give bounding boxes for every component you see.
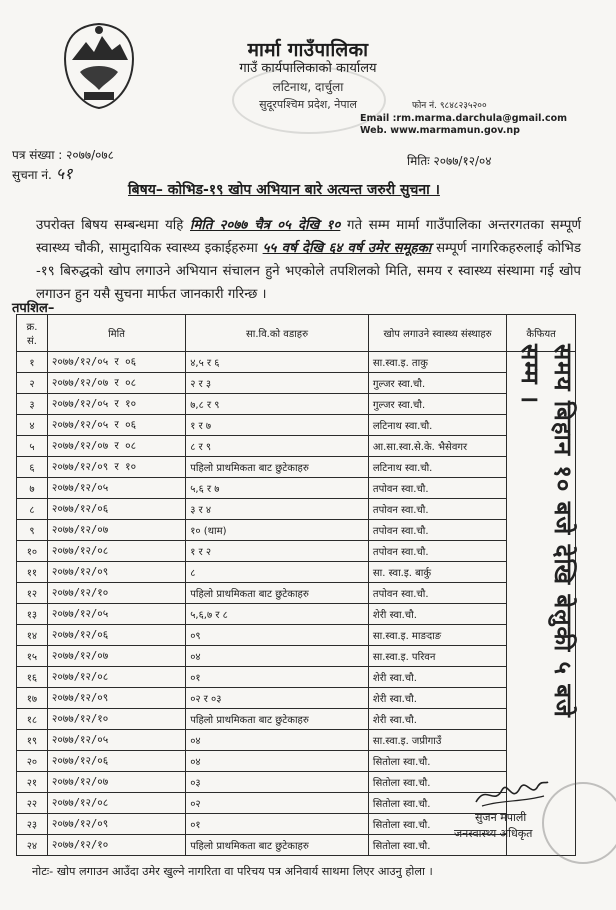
row-date: २०७७/१२/०७ र ०८ xyxy=(47,436,185,457)
header-institutions: खोप लगाउने स्वास्थ्य संस्थाहरु xyxy=(368,315,506,352)
table-row xyxy=(17,604,576,625)
table-row xyxy=(17,394,576,415)
row-institution: सा.स्वा.इ. ताकु xyxy=(368,352,506,373)
phone-number: फोन नं. ९८४८२३५२०० xyxy=(412,101,487,111)
organization-name: मार्मा गाउँपालिका xyxy=(247,39,369,61)
row-serial: ५ xyxy=(17,436,48,457)
row-wards: ८ र ९ xyxy=(186,436,369,457)
row-institution: शेरी स्वा.चौ. xyxy=(368,604,506,625)
row-institution: शेरी स्वा.चौ. xyxy=(368,688,506,709)
row-institution: गुल्जर स्वा.चौ. xyxy=(368,373,506,394)
row-date: २०७७/१२/०५ र ०६ xyxy=(47,415,185,436)
row-serial: १३ xyxy=(17,604,48,625)
footer-note: नोटः- खोप लगाउन आउँदा उमेर खुल्ने नागरिता वा परिचय पत्र अनिवार्य साथमा लिएर आउनु होला । xyxy=(32,865,433,878)
row-date: २०७७/१२/०८ xyxy=(47,793,185,814)
row-institution: तपोवन स्वा.चौ. xyxy=(368,478,506,499)
row-wards: ०१ xyxy=(186,814,369,835)
row-serial: ४ xyxy=(17,415,48,436)
row-institution: शेरी स्वा.चौ. xyxy=(368,667,506,688)
table-row xyxy=(17,562,576,583)
row-wards: ०४ xyxy=(186,751,369,772)
row-institution: गुल्जर स्वा.चौ. xyxy=(368,394,506,415)
header-serial: क्र. सं. xyxy=(17,315,48,352)
row-date: २०७७/१२/०९ र १० xyxy=(47,457,185,478)
row-wards: ०१ xyxy=(186,667,369,688)
row-serial: १७ xyxy=(17,688,48,709)
row-wards: १ र ७ xyxy=(186,415,369,436)
row-date: २०७७/१२/०५ र १० xyxy=(47,394,185,415)
row-date: २०७७/१२/०८ xyxy=(47,667,185,688)
row-institution: सा.स्वा.इ. परिवन xyxy=(368,646,506,667)
table-row xyxy=(17,730,576,751)
row-wards: ५,६,७ र ८ xyxy=(186,604,369,625)
row-serial: १० xyxy=(17,541,48,562)
row-wards: १ र २ xyxy=(186,541,369,562)
row-institution: सितोला स्वा.चौ. xyxy=(368,751,506,772)
row-institution: सितोला स्वा.चौ. xyxy=(368,835,506,856)
row-serial: २२ xyxy=(17,793,48,814)
notice-number-row xyxy=(12,162,72,184)
office-province: सुदूरपश्चिम प्रदेश, नेपाल xyxy=(259,98,357,111)
row-serial: ११ xyxy=(17,562,48,583)
row-wards: २ र ३ xyxy=(186,373,369,394)
table-row xyxy=(17,478,576,499)
row-serial: ३ xyxy=(17,394,48,415)
row-serial: १५ xyxy=(17,646,48,667)
row-date: २०७७/१२/०७ र ०८ xyxy=(47,373,185,394)
table-row xyxy=(17,499,576,520)
row-date: २०७७/१२/०९ xyxy=(47,688,185,709)
table-row xyxy=(17,625,576,646)
signature-scribble xyxy=(472,776,552,810)
row-institution: सा. स्वा.इ. बार्कु xyxy=(368,562,506,583)
table-row xyxy=(17,646,576,667)
signatory-name: सुजन मपाली xyxy=(475,811,527,824)
schedule-table xyxy=(16,314,576,856)
row-date: २०७७/१२/०७ xyxy=(47,772,185,793)
row-date: २०७७/१२/०५ xyxy=(47,604,185,625)
row-wards: ३ र ४ xyxy=(186,499,369,520)
row-institution: सा.स्वा.इ. जप्रीगाउँ xyxy=(368,730,506,751)
row-institution: सितोला स्वा.चौ. xyxy=(368,814,506,835)
row-serial: १९ xyxy=(17,730,48,751)
remark-cell xyxy=(516,344,577,754)
table-row xyxy=(17,457,576,478)
body-highlight-dates: मिति २०७७ चैत्र ०५ देखि १० xyxy=(190,218,341,233)
reference-number: पत्र संख्या : २०७७/०७८ xyxy=(12,148,114,162)
row-wards: ०९ xyxy=(186,625,369,646)
table-row xyxy=(17,373,576,394)
table-row xyxy=(17,415,576,436)
row-institution: सितोला स्वा.चौ. xyxy=(368,772,506,793)
header-remarks: कैफियत xyxy=(507,315,576,352)
row-wards: ०३ xyxy=(186,772,369,793)
notice-number: ५१ xyxy=(55,164,73,183)
row-wards: ०४ xyxy=(186,646,369,667)
row-date: २०७७/१२/१० xyxy=(47,835,185,856)
row-date: २०७७/१२/०६ xyxy=(47,499,185,520)
row-wards: ०२ xyxy=(186,793,369,814)
row-date: २०७७/१२/१० xyxy=(47,709,185,730)
row-wards: १० (थाम) xyxy=(186,520,369,541)
row-institution: तपोवन स्वा.चौ. xyxy=(368,583,506,604)
row-institution: आ.सा.स्वा.से.के. भैसेवगर xyxy=(368,436,506,457)
row-date: २०७७/१२/०६ xyxy=(47,625,185,646)
row-serial: २१ xyxy=(17,772,48,793)
office-place: लटिनाथ, दार्चुला xyxy=(272,80,344,94)
row-date: २०७७/१२/०९ xyxy=(47,814,185,835)
table-row xyxy=(17,709,576,730)
row-wards: ०२ र ०३ xyxy=(186,688,369,709)
row-institution: सा.स्वा.इ. माङदाङ xyxy=(368,625,506,646)
row-serial: ७ xyxy=(17,478,48,499)
subject-line: बिषय– कोभिड-१९ खोप अभियान बारे अत्यन्त जरुरी सुचना । xyxy=(128,182,440,198)
row-serial: १४ xyxy=(17,625,48,646)
body-text-1: उपरोक्त बिषय सम्बन्धमा यहि xyxy=(36,218,190,233)
row-serial: ६ xyxy=(17,457,48,478)
letter-date: मितिः २०७७/१२/०४ xyxy=(407,154,492,168)
row-wards: पहिलो प्राथमिकता बाट छुटेकाहरु xyxy=(186,835,369,856)
row-wards: ५,६ र ७ xyxy=(186,478,369,499)
table-row xyxy=(17,520,576,541)
row-serial: ९ xyxy=(17,520,48,541)
row-serial: २३ xyxy=(17,814,48,835)
row-date: २०७७/१२/०६ xyxy=(47,751,185,772)
header-wards: सा.वि.को वडाहरु xyxy=(186,315,369,352)
email-address: Email :rm.marma.darchula@gmail.com xyxy=(360,113,568,124)
row-serial: १६ xyxy=(17,667,48,688)
table-row xyxy=(17,583,576,604)
row-wards: ७,८ र ९ xyxy=(186,394,369,415)
row-date: २०७७/१२/०८ xyxy=(47,541,185,562)
row-wards: ०४ xyxy=(186,730,369,751)
row-wards: ४,५ र ६ xyxy=(186,352,369,373)
row-wards: ८ xyxy=(186,562,369,583)
row-wards: पहिलो प्राथमिकता बाट छुटेकाहरु xyxy=(186,583,369,604)
body-highlight-age: ५५ वर्ष देखि ६४ वर्ष उमेर समूहका xyxy=(262,241,432,256)
row-serial: १२ xyxy=(17,583,48,604)
signatory-title: जनस्वास्थ्य अधिकृत xyxy=(454,827,533,840)
row-serial: २४ xyxy=(17,835,48,856)
row-wards: पहिलो प्राथमिकता बाट छुटेकाहरु xyxy=(186,709,369,730)
row-institution: लटिनाथ स्वा.चौ. xyxy=(368,415,506,436)
row-date: २०७७/१२/१० xyxy=(47,583,185,604)
table-row xyxy=(17,352,576,373)
row-institution: लटिनाथ स्वा.चौ. xyxy=(368,457,506,478)
row-serial: १ xyxy=(17,352,48,373)
details-label: तपशिल– xyxy=(12,301,55,316)
official-seal xyxy=(542,782,616,864)
body-text-3: सम्पूर्ण नागरिकहरुलाई कोभिड -१९ बिरुद्धको खोप लगाउने अभियान संचालन हुने भएकोले तपशिलको मिति, समय र स्वास्थ्य संस्थामा गई खोप लगाउन हुन यसै सुचना मार्फत जानकारी गरिन्छ । xyxy=(36,241,582,302)
remark-text: समय बिहान १० बजे देखि बेलुकी ५ बजे सम्म । xyxy=(516,344,577,718)
table-row xyxy=(17,436,576,457)
row-wards: पहिलो प्राथमिकता बाट छुटेकाहरु xyxy=(186,457,369,478)
body-text-2: गते सम्म मार्मा गाउँपालिका अन्तरगतका सम्पूर्ण स्वास्थ्य चौकी, सामुदायिक स्वास्थ्य इकाईहरुमा xyxy=(36,218,581,256)
website: Web. www.marmamun.gov.np xyxy=(360,125,520,136)
row-serial: १८ xyxy=(17,709,48,730)
table-row xyxy=(17,541,576,562)
row-date: २०७७/१२/०९ xyxy=(47,562,185,583)
row-institution: शेरी स्वा.चौ. xyxy=(368,709,506,730)
table-row xyxy=(17,667,576,688)
row-institution: सितोला स्वा.चौ. xyxy=(368,793,506,814)
table-row xyxy=(17,751,576,772)
office-name: गाउँ कार्यपालिकाको कार्यालय xyxy=(239,61,377,76)
row-date: २०७७/१२/०५ xyxy=(47,478,185,499)
notice-number-label: सुचना नं. xyxy=(12,168,52,182)
row-date: २०७७/१२/०५ र ०६ xyxy=(47,352,185,373)
header-date: मिति xyxy=(47,315,185,352)
row-serial: ८ xyxy=(17,499,48,520)
body-paragraph xyxy=(36,214,581,306)
row-serial: २० xyxy=(17,751,48,772)
row-institution: तपोवन स्वा.चौ. xyxy=(368,499,506,520)
row-institution: तपोवन स्वा.चौ. xyxy=(368,520,506,541)
row-institution: तपोवन स्वा.चौ. xyxy=(368,541,506,562)
row-date: २०७७/१२/०७ xyxy=(47,520,185,541)
table-header-row xyxy=(17,315,576,352)
row-date: २०७७/१२/०७ xyxy=(47,646,185,667)
table-row xyxy=(17,688,576,709)
row-date: २०७७/१२/०५ xyxy=(47,730,185,751)
row-serial: २ xyxy=(17,373,48,394)
